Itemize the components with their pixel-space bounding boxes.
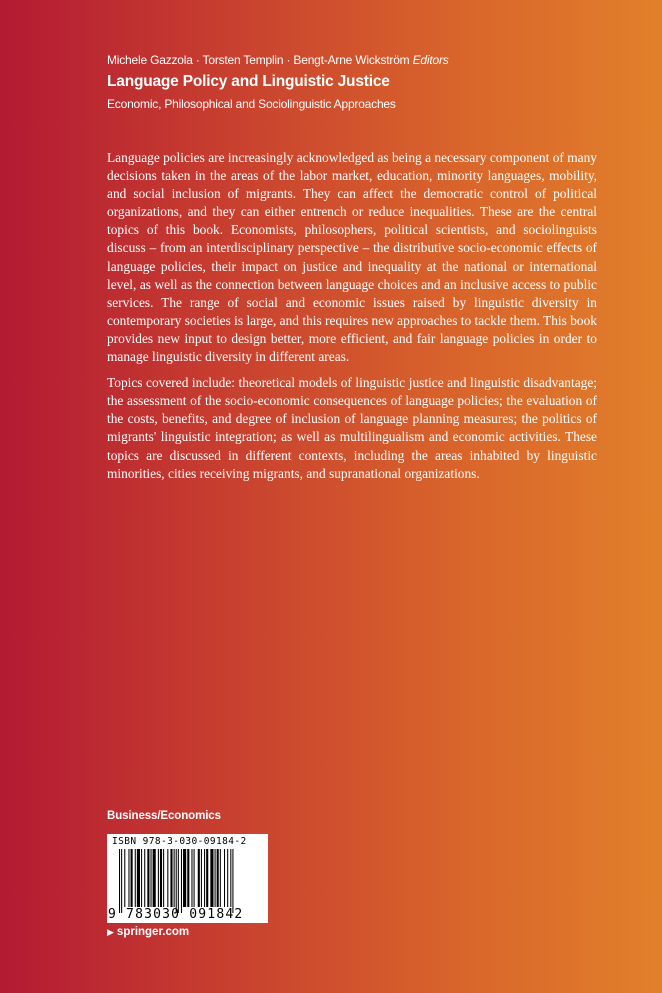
book-description — [107, 149, 597, 491]
publisher-url: springer.com — [116, 926, 190, 938]
author-names: Michele Gazzola · Torsten Templin · Bengt-Arne Wickström — [107, 53, 410, 67]
editors-label: Editors — [412, 53, 449, 67]
editors-line — [107, 51, 607, 69]
barcode-digits: 9 783030 091842 — [108, 907, 244, 922]
isbn-barcode — [107, 834, 268, 923]
description-paragraph-2: Topics covered include: theoretical models of linguistic justice and linguistic disadvantage; the assessment of the socio-economic consequences of language policies; the evaluation of the costs, benefits, and degree of inclusion of language planning measures; the politics of migrants' linguistic integration; as well as multilingualism and economic activities. These topics are discussed in different contexts, including the areas inhabited by linguistic minorities, cities receiving migrants, and supranational organizations. — [107, 375, 597, 481]
cover-header — [107, 51, 607, 113]
book-title: Language Policy and Linguistic Justice — [107, 73, 390, 90]
description-paragraph-1: Language policies are increasingly acknowledged as being a necessary component of many decisions taken in the areas of the labor market, education, minority languages, mobility, and social inclusion of migrants. They can affect the democratic control of political organizations, and they can either entrench or reduce inequalities. These are the central topics of this book. Economists, philosophers, political scientists, and sociolinguists discuss – from an interdisciplinary perspective – the distributive socio-economic effects of language policies, their impact on justice and inequality at the national or international level, as well as the connection between language choices and an inclusive access to public services. The range of social and economic issues raised by linguistic diversity in contemporary societies is large, and this requires new approaches to tackle them. This book provides new input to design better, more efficient, and fair language policies in order to manage linguistic diversity in different areas. — [107, 150, 597, 365]
isbn-label: ISBN 978-3-030-09184-2 — [112, 836, 247, 847]
subject-category: Business/Economics — [107, 810, 221, 822]
triangle-right-icon: ▶ — [107, 926, 114, 937]
publisher-link[interactable] — [107, 926, 189, 938]
book-subtitle: Economic, Philosophical and Sociolinguistic Approaches — [107, 97, 396, 111]
